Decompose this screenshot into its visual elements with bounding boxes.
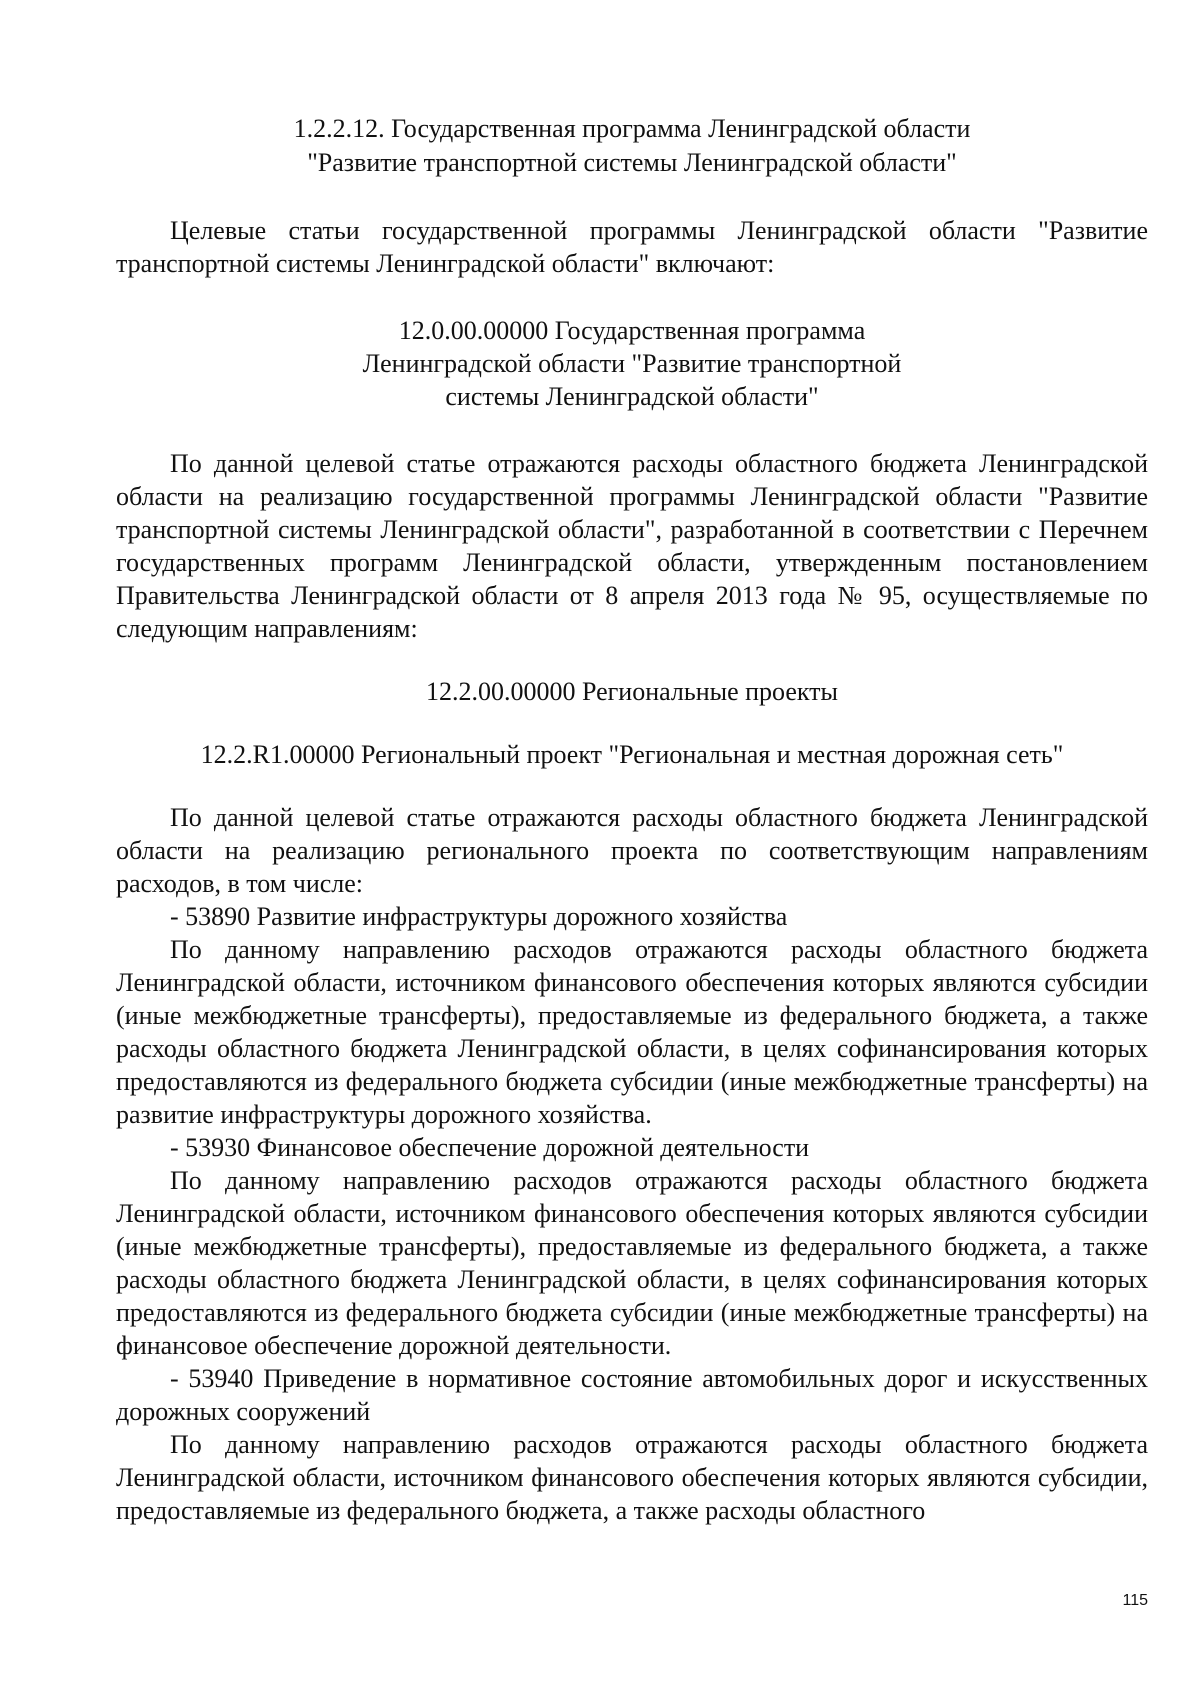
section-title [116, 112, 1148, 180]
expense-item-paragraph: По данному направлению расходов отражаются расходы областного бюджета Ленинградской области, источником финансового обеспечения которых являются субсидии (иные межбюджетные трансферты), предоставляемые из федерального бюджета, а также расходы областного бюджета Ленинградской области, в целях софинансирования которых предоставляются из федерального бюджета субсидии (иные межбюджетные трансферты) на финансовое обеспечение дорожной деятельности. [116, 1166, 1148, 1360]
document-body [116, 112, 1148, 1527]
expense-item-title: - 53930 Финансовое обеспечение дорожной деятельности [170, 1133, 810, 1162]
spacer [116, 413, 1148, 447]
expense-item-title: - 53940 Приведение в нормативное состояние автомобильных дорог и искусственных дорожных сооружений [116, 1364, 1148, 1426]
spacer [116, 771, 1148, 801]
section-title-line: 1.2.2.12. Государственная программа Ленинградской области [293, 114, 971, 143]
spacer [116, 645, 1148, 675]
program-paragraph: По данной целевой статье отражаются расходы областного бюджета Ленинградской области на реализацию государственной программы Ленинградской области "Развитие транспортной системы Ленинградской области", разработанной в соответствии с Перечнем государственных программ Ленинградской области, утвержденным постановлением Правительства Ленинградской области от 8 апреля 2013 года № 95, осуществляемые по следующим направлениям: [116, 449, 1148, 643]
spacer [116, 180, 1148, 214]
intro-paragraph: Целевые статьи государственной программы Ленинградской области "Развитие транспортной системы Ленинградской области" включают: [116, 216, 1148, 278]
expense-item-paragraph: По данному направлению расходов отражаются расходы областного бюджета Ленинградской области, источником финансового обеспечения которых являются субсидии, предоставляемые из федерального бюджета, а также расходы областного [116, 1430, 1148, 1525]
spacer [116, 280, 1148, 314]
section-title-line: "Развитие транспортной системы Ленинградской области" [307, 148, 957, 177]
regional-project-heading: 12.2.R1.00000 Региональный проект "Региональная и местная дорожная сеть" [200, 740, 1064, 769]
regional-projects-heading: 12.2.00.00000 Региональные проекты [425, 677, 839, 706]
expense-item-title: - 53890 Развитие инфраструктуры дорожного хозяйства [170, 902, 788, 931]
program-heading [116, 314, 1148, 413]
spacer [116, 708, 1148, 738]
program-heading-line: системы Ленинградской области" [445, 382, 819, 411]
expense-item-paragraph: По данному направлению расходов отражаются расходы областного бюджета Ленинградской области, источником финансового обеспечения которых являются субсидии (иные межбюджетные трансферты), предоставляемые из федерального бюджета, а также расходы областного бюджета Ленинградской области, в целях софинансирования которых предоставляются из федерального бюджета субсидии (иные межбюджетные трансферты) на развитие инфраструктуры дорожного хозяйства. [116, 935, 1148, 1129]
program-heading-line: Ленинградской области "Развитие транспортной [362, 349, 902, 378]
page-number: 115 [1122, 1592, 1148, 1609]
regional-project-paragraph: По данной целевой статье отражаются расходы областного бюджета Ленинградской области на реализацию регионального проекта по соответствующим направлениям расходов, в том числе: [116, 803, 1148, 898]
program-heading-line: 12.0.00.00000 Государственная программа [398, 316, 866, 345]
